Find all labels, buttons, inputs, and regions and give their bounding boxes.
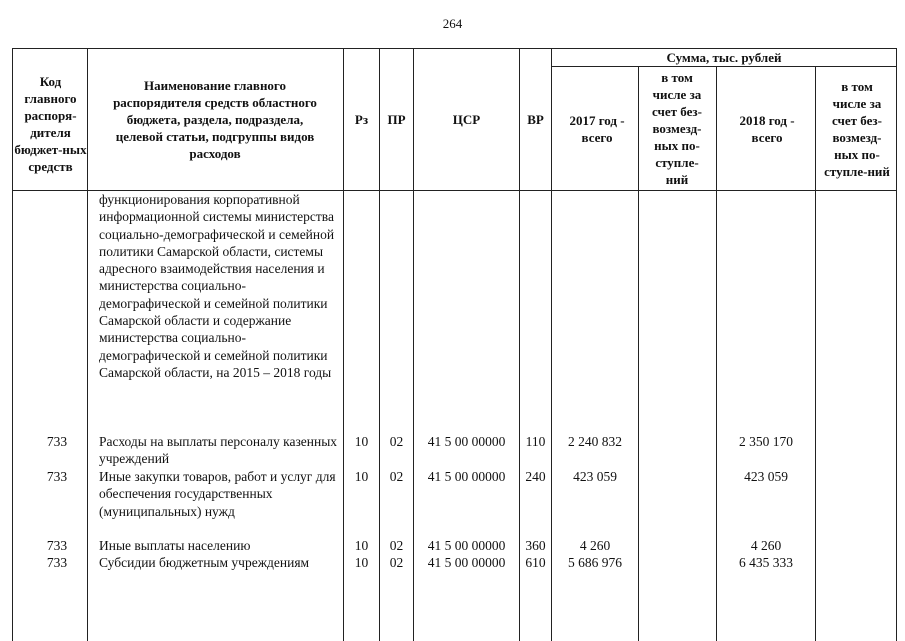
header-rz: Рз xyxy=(354,112,369,127)
row-code: 733 xyxy=(46,469,68,484)
header-name: Наименование главного распорядителя средств областного бюджета, раздела, подраздела, целевой статьи, подгруппы видов расходов xyxy=(113,78,317,161)
row-name: Расходы на выплаты персоналу казенных учреждений xyxy=(99,434,338,467)
row-csr: 41 5 00 00000 xyxy=(427,555,506,570)
row-pr: 02 xyxy=(389,555,404,570)
row-total-2018: 6 435 333 xyxy=(739,555,793,570)
row-pr: 02 xyxy=(389,434,404,449)
column-divider xyxy=(815,66,816,641)
row-total-2017: 2 240 832 xyxy=(568,434,622,449)
row-vr: 360 xyxy=(525,538,546,553)
row-total-2017: 5 686 976 xyxy=(568,555,622,570)
column-divider xyxy=(638,66,639,641)
row-code: 733 xyxy=(46,538,68,553)
page-number: 264 xyxy=(442,16,463,31)
row-total-2018: 423 059 xyxy=(744,469,788,484)
row-code: 733 xyxy=(46,555,68,570)
row-name: Иные выплаты населению xyxy=(99,538,251,553)
row-csr: 41 5 00 00000 xyxy=(427,434,506,449)
header-code: Код главного распоря-дителя бюджет-ных средств xyxy=(14,74,87,174)
row-rz: 10 xyxy=(354,555,369,570)
row-vr: 610 xyxy=(525,555,546,570)
row-name: Субсидии бюджетным учреждениям xyxy=(99,555,310,570)
row-rz: 10 xyxy=(354,434,369,449)
row-csr: 41 5 00 00000 xyxy=(427,469,506,484)
row-pr: 02 xyxy=(389,469,404,484)
row-rz: 10 xyxy=(354,469,369,484)
row-vr: 240 xyxy=(525,469,546,484)
row-name: Иные закупки товаров, работ и услуг для обеспечения государственных (муниципальных) нужд xyxy=(99,469,336,519)
header-incl-2018: в том числе за счет без-возмезд-ных по-ступле-ний xyxy=(824,78,890,179)
column-divider xyxy=(87,49,88,641)
header-sum: Сумма, тыс. рублей xyxy=(666,50,782,65)
row-vr: 110 xyxy=(525,434,546,449)
continuation-text: функционирования корпоративной информационной системы министерства социально-демографической и семейной политики Самарской области, системы адресного взаимодействия населения и министерства социально-демографической и семейной политики Самарской области и содержание министерства социально-демографической и семейной политики Самарской области, на 2015 – 2018 годы xyxy=(99,192,335,380)
row-total-2017: 423 059 xyxy=(573,469,617,484)
row-total-2018: 4 260 xyxy=(750,538,782,553)
header-total-2017: 2017 год - всего xyxy=(569,112,625,145)
header-csr: ЦСР xyxy=(452,112,481,127)
header-vr: ВР xyxy=(527,112,544,127)
row-total-2018: 2 350 170 xyxy=(739,434,793,449)
row-pr: 02 xyxy=(389,538,404,553)
header-total-2018: 2018 год - всего xyxy=(739,112,795,145)
row-code: 733 xyxy=(46,434,68,449)
header-incl-2017: в том числе за счет без-возмезд-ных по-ступле-ний xyxy=(652,70,702,187)
row-total-2017: 4 260 xyxy=(579,538,611,553)
budget-table xyxy=(12,48,897,641)
row-csr: 41 5 00 00000 xyxy=(427,538,506,553)
header-pr: ПР xyxy=(387,112,406,127)
row-rz: 10 xyxy=(354,538,369,553)
